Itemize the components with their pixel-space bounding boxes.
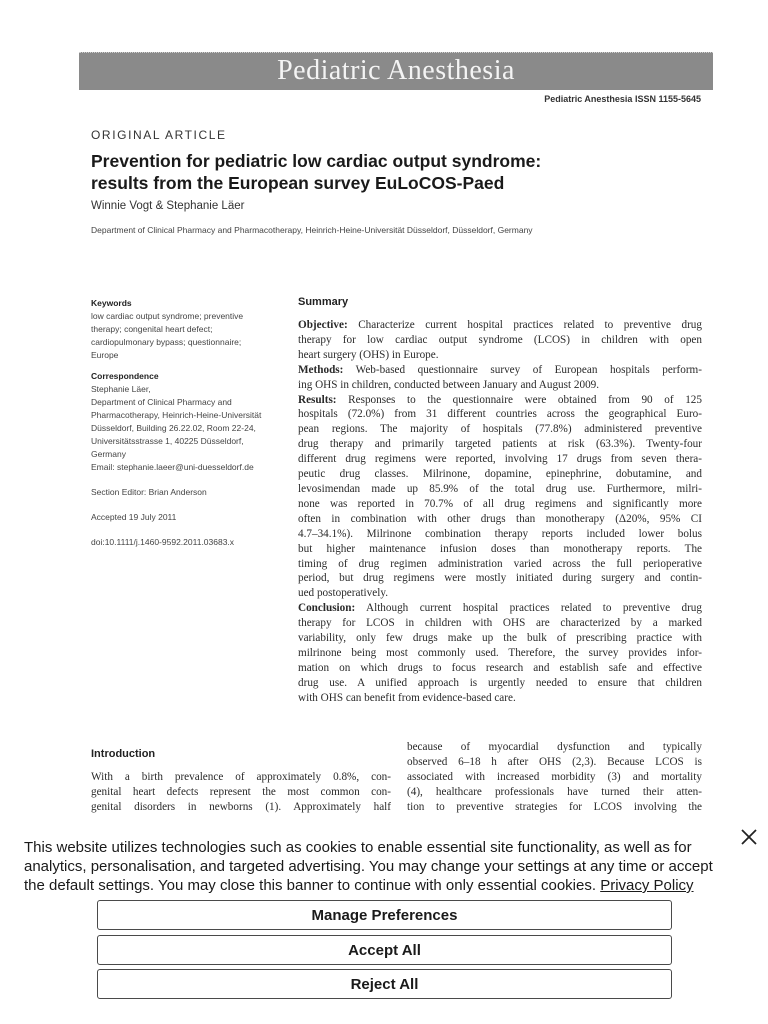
summary-heading: Summary xyxy=(298,296,349,308)
close-icon[interactable] xyxy=(738,826,760,848)
summary-line xyxy=(298,557,702,572)
summary-line-text: ing OHS in children, conducted between January and August 2009. xyxy=(298,378,600,391)
summary-section-label: Methods: xyxy=(298,363,344,376)
summary-line xyxy=(298,691,702,706)
article-title xyxy=(91,150,691,194)
summary-line xyxy=(298,437,702,452)
summary-line xyxy=(298,318,702,333)
correspondence-line: Pharmacotherapy, Heinrich-Heine-Universität xyxy=(91,410,262,420)
summary-line xyxy=(298,497,702,512)
summary-line xyxy=(298,482,702,497)
introduction-line: (4), healthcare professionals have turned their atten- xyxy=(407,785,702,798)
article-sidebar xyxy=(91,297,281,557)
summary-line-text: timing of drug regimen administration varied across the full perioperative xyxy=(298,557,702,570)
summary-line-text: therapy for LCOS in children with OHS are characterized by a marked xyxy=(298,617,702,630)
accepted-date: Accepted 19 July 2011 xyxy=(91,512,177,522)
summary-line xyxy=(298,661,702,676)
keywords-line: cardiopulmonary bypass; questionnaire; xyxy=(91,337,242,347)
article-affiliation: Department of Clinical Pharmacy and Pharmacotherapy, Heinrich-Heine-Universität Düsseldorf, Düsseldorf, Germany xyxy=(91,225,533,235)
summary-line xyxy=(298,676,702,691)
summary-line-text: peutic drug classes. Milrinone, dopamine, epinephrine, dobutamine, and xyxy=(298,468,702,481)
keywords-line: low cardiac output syndrome; preventive xyxy=(91,311,244,321)
cookie-notice-body: This website utilizes technologies such as cookies to enable essential site functionality, as well as for analytics, personalisation, and targeted advertising. You may change your settings at any time or accept the default settings. You may close this banner to continue with only essential cookies. xyxy=(24,839,713,894)
summary-line-text: 4.7–34.1%). Milrinone combination therapy reports included lower bolus xyxy=(298,527,702,540)
summary-line-text: Web-based questionnaire survey of European hospitals perform- xyxy=(343,363,702,376)
summary-line xyxy=(298,616,702,631)
summary-line xyxy=(298,393,702,408)
introduction-line: genital disorders in newborns (1). Approximately half xyxy=(91,800,391,813)
summary-line-text: ued postoperatively. xyxy=(298,587,388,600)
summary-line xyxy=(298,601,702,616)
summary-line-text: but higher maintenance infusion doses than monotherapy reports. The xyxy=(298,542,702,555)
introduction-line: observed 6–18 h after OHS (2,3). Because LCOS is xyxy=(407,755,702,768)
correspondence-line: Stephanie Läer, xyxy=(91,384,151,394)
manage-preferences-button[interactable]: Manage Preferences xyxy=(97,900,672,930)
summary-line-text: different drug regimens were reported, involving 17 drugs from seven thera- xyxy=(298,453,702,466)
cookie-banner xyxy=(0,818,768,1024)
summary-line xyxy=(298,407,702,422)
summary-line-text: drug therapy and primarily targeted patients at risk (63.3%). Twenty-four xyxy=(298,438,702,451)
article-title-line: results from the European survey EuLoCOS-Paed xyxy=(91,173,505,193)
summary-line-text: levosimendan made up 85.9% of the total drug use. Furthermore, milri- xyxy=(298,482,702,495)
summary-line xyxy=(298,542,702,557)
correspondence-line: Düsseldorf, Building 26.22.02, Room 22-24, xyxy=(91,423,256,433)
journal-header-band xyxy=(79,52,713,90)
summary-line xyxy=(298,452,702,467)
summary-line xyxy=(298,631,702,646)
summary-line-text: none was reported in 70.7% of all drug regimens and significantly more xyxy=(298,497,702,510)
introduction-left-column xyxy=(91,770,391,815)
correspondence-line: Department of Clinical Pharmacy and xyxy=(91,397,232,407)
summary-line-text: therapy for low cardiac output syndrome (LCOS) in children with open xyxy=(298,333,702,346)
article-type: ORIGINAL ARTICLE xyxy=(91,128,227,142)
correspondence-block xyxy=(91,370,281,474)
introduction-line: genital heart defects represent the most common con- xyxy=(91,785,391,798)
introduction-line: With a birth prevalence of approximately 0.8%, con- xyxy=(91,771,391,783)
article-title-line: Prevention for pediatric low cardiac output syndrome: xyxy=(91,151,542,171)
summary-line xyxy=(298,646,702,661)
doi: doi:10.1111/j.1460-9592.2011.03683.x xyxy=(91,537,235,547)
summary-line xyxy=(298,467,702,482)
summary-line-text: heart surgery (OHS) in Europe. xyxy=(298,348,439,361)
summary-line-text: Characterize current hospital practices related to preventive drug xyxy=(347,319,702,331)
correspondence-line: Germany xyxy=(91,449,126,459)
summary-section-label: Objective: xyxy=(298,319,348,331)
summary-line-text: mation on which drugs to focus research and establish safe and effective xyxy=(298,661,702,674)
introduction-line: tion to preventive strategies for LCOS involving the xyxy=(407,800,702,813)
summary-line xyxy=(298,363,702,378)
keywords-heading: Keywords xyxy=(91,298,132,308)
correspondence-heading: Correspondence xyxy=(91,371,159,381)
summary-line xyxy=(298,422,702,437)
keywords-block xyxy=(91,297,281,362)
summary-line-text: milrinone being most commonly used. Therefore, the survey provides infor- xyxy=(298,646,702,659)
reject-all-button[interactable]: Reject All xyxy=(97,969,672,999)
summary-line-text: period, but drug regimens were mostly initiated during surgery and contin- xyxy=(298,572,702,585)
summary-line-text: variability, only few drugs make up the bulk of prescribing practice with xyxy=(298,632,702,645)
cookie-notice-text xyxy=(24,838,730,895)
summary-line xyxy=(298,571,702,586)
summary-line xyxy=(298,378,702,393)
article-authors: Winnie Vogt & Stephanie Läer xyxy=(91,200,245,212)
summary-section-label: Conclusion: xyxy=(298,602,356,615)
summary-line xyxy=(298,333,702,348)
introduction-line: because of myocardial dysfunction and typically xyxy=(407,741,702,753)
keywords-line: therapy; congenital heart defect; xyxy=(91,324,213,334)
introduction-heading: Introduction xyxy=(91,748,156,760)
journal-issn: Pediatric Anesthesia ISSN 1155-5645 xyxy=(544,94,701,104)
summary-line xyxy=(298,586,702,601)
summary-line xyxy=(298,512,702,527)
summary-body xyxy=(298,318,702,706)
journal-title: Pediatric Anesthesia xyxy=(277,55,515,86)
introduction-right-column xyxy=(407,740,702,815)
correspondence-email: Email: stephanie.laeer@uni-duesseldorf.de xyxy=(91,462,254,472)
summary-line-text: often in combination with other drugs than monotherapy (Δ20%, 95% CI xyxy=(298,512,702,525)
summary-line xyxy=(298,527,702,542)
summary-line-text: pean regions. The majority of hospitals (77.8%) administered preventive xyxy=(298,423,702,436)
summary-line-text: with OHS can benefit from evidence-based care. xyxy=(298,691,516,704)
summary-line-text: Although current hospital practices related to preventive drug xyxy=(355,602,702,615)
keywords-line: Europe xyxy=(91,350,119,360)
privacy-policy-link[interactable]: Privacy Policy xyxy=(600,877,694,894)
section-editor: Section Editor: Brian Anderson xyxy=(91,487,207,497)
correspondence-line: Universitätsstrasse 1, 40225 Düsseldorf, xyxy=(91,436,244,446)
summary-section-label: Results: xyxy=(298,393,337,406)
summary-line-text: hospitals (72.0%) from 31 different countries across the geographical Euro- xyxy=(298,408,702,421)
summary-line xyxy=(298,348,702,363)
summary-line-text: drug use. A unified approach is urgently needed to ensure that children xyxy=(298,676,702,689)
introduction-line: associated with increased morbidity (3) and mortality xyxy=(407,770,702,783)
summary-line-text: Responses to the questionnaire were obtained from 90 of 125 xyxy=(336,393,702,406)
accept-all-button[interactable]: Accept All xyxy=(97,935,672,965)
